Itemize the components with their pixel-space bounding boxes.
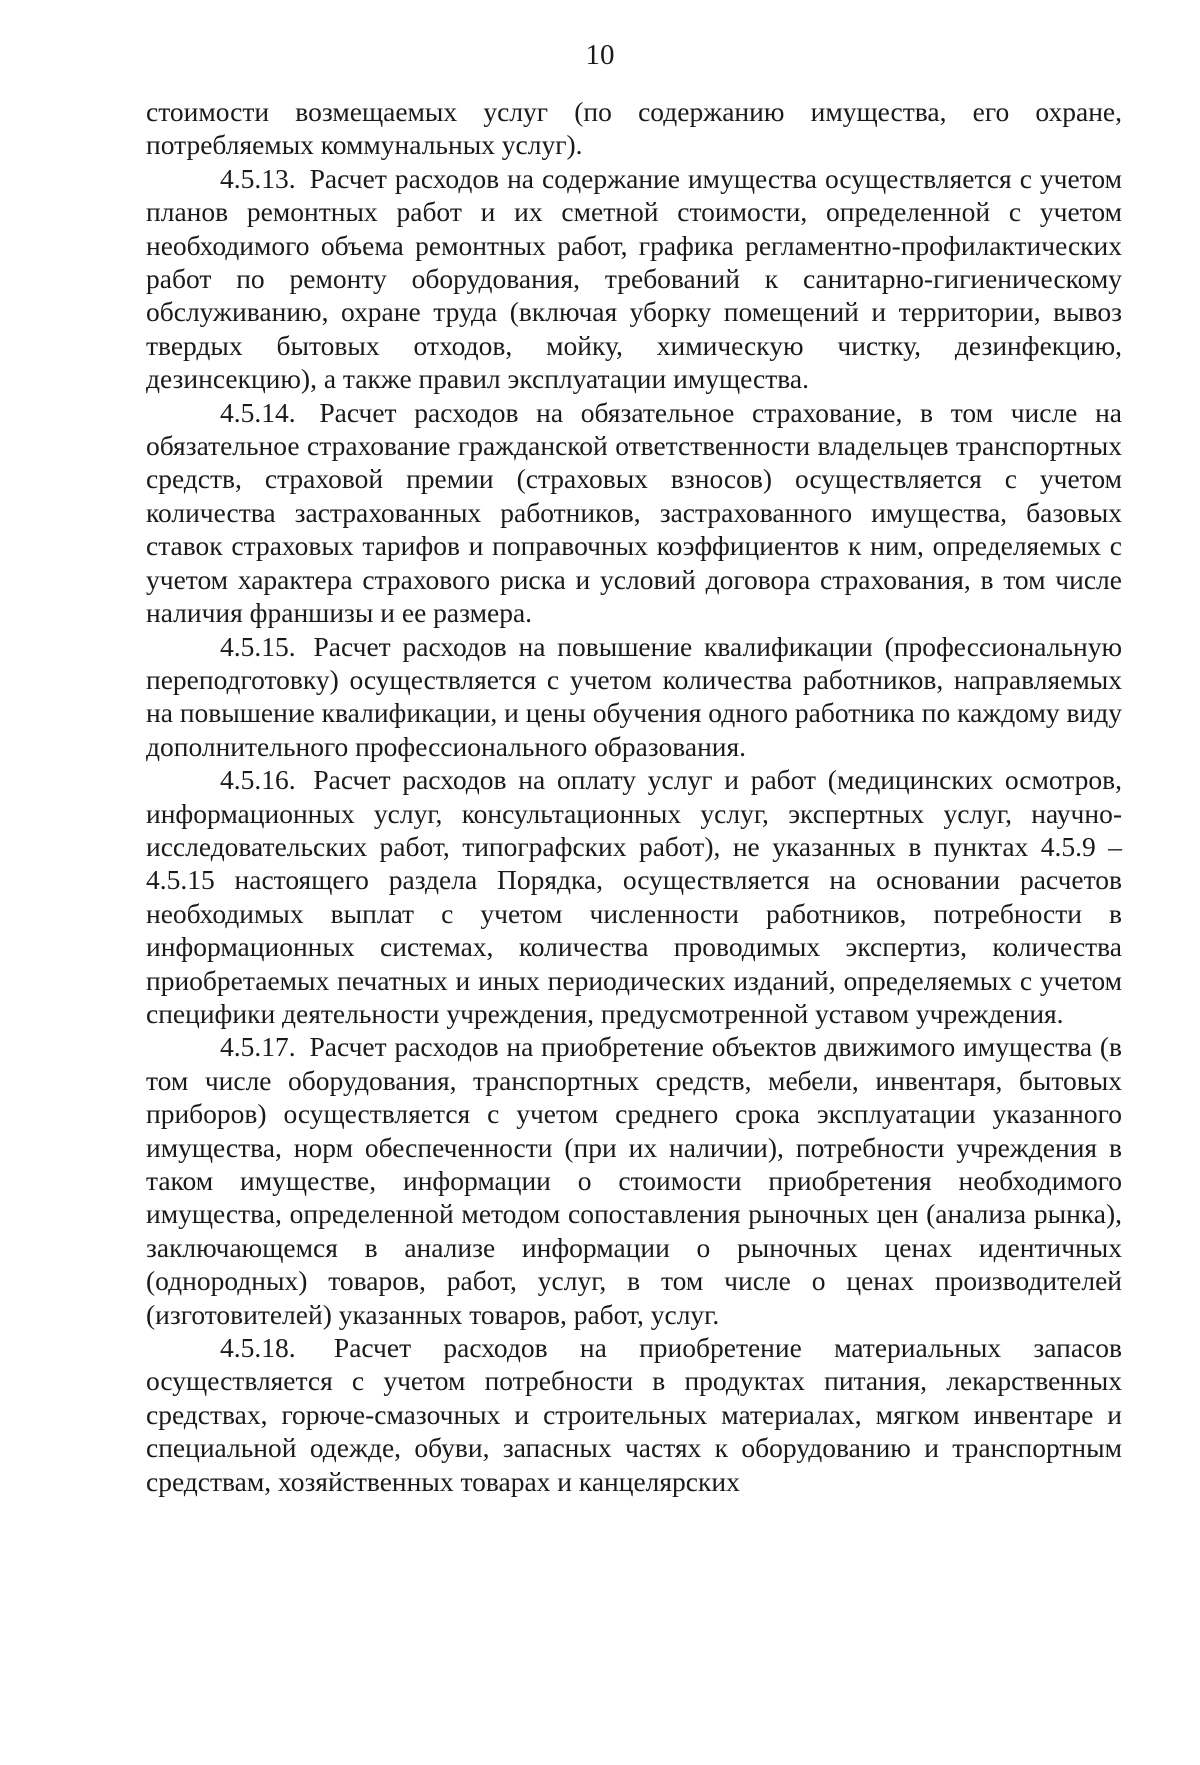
paragraph-4-5-14	[146, 396, 1122, 630]
paragraph-4-5-13	[146, 162, 1122, 396]
clause-number: 4.5.15.	[220, 630, 296, 662]
clause-number: 4.5.14.	[220, 396, 296, 428]
clause-number: 4.5.18.	[220, 1332, 296, 1364]
paragraph-text: Расчет расходов на обязательное страхование, в том числе на обязательное страхование гражданской ответственности владельцев транспортных средств, страховой премии (страховых взносов) осуществляется с учетом количества застрахованных работников, застрахованного имущества, базовых ставок страховых тарифов и поправочных коэффициентов к ним, определяемых с учетом характера страхового риска и условий договора страхования, в том числе наличия франшизы и ее размера.	[146, 396, 1122, 629]
clause-number: 4.5.17.	[220, 1031, 296, 1063]
paragraph-4-5-15	[146, 630, 1122, 764]
paragraph-4-5-18	[146, 1331, 1122, 1498]
paragraph-4-5-16	[146, 763, 1122, 1030]
paragraph-text: Расчет расходов на приобретение объектов движимого имущества (в том числе оборудования, транспортных средств, мебели, инвентаря, бытовых приборов) осуществляется с учетом среднего срока эксплуатации указанного имущества, норм обеспеченности (при их наличии), потребности учреждения в таком имуществе, информации о стоимости приобретения необходимого имущества, определенной методом сопоставления рыночных цен (анализа рынка), заключающемся в анализе информации о рыночных ценах идентичных (однородных) товаров, работ, услуг, в том числе о ценах производителей (изготовителей) указанных товаров, работ, услуг.	[146, 1031, 1123, 1330]
paragraph-text: Расчет расходов на повышение квалификации (профессиональную переподготовку) осуществляется с учетом количества работников, направляемых на повышение квалификации, и цены обучения одного работника по каждому виду дополнительного профессионального образования.	[146, 630, 1123, 762]
clause-number: 4.5.13.	[220, 162, 296, 194]
paragraph-continuation	[146, 95, 1122, 162]
page-number: 10	[585, 39, 615, 71]
paragraph-text: стоимости возмещаемых услуг (по содержанию имущества, его охране, потребляемых коммунальных услуг).	[146, 96, 1122, 161]
paragraph-4-5-17	[146, 1030, 1122, 1331]
clause-number: 4.5.16.	[220, 764, 296, 796]
paragraph-text: Расчет расходов на содержание имущества осуществляется с учетом планов ремонтных работ и их сметной стоимости, определенной с учетом необходимого объема ремонтных работ, графика регламентно-профилактических работ по ремонту оборудования, требований к санитарно-гигиеническому обслуживанию, охране труда (включая уборку помещений и территории, вывоз твердых бытовых отходов, мойку, химическую чистку, дезинфекцию, дезинсекцию), а также правил эксплуатации имущества.	[146, 162, 1122, 395]
document-body	[146, 95, 1122, 1498]
paragraph-text: Расчет расходов на приобретение материальных запасов осуществляется с учетом потребности в продуктах питания, лекарственных средствах, горюче-смазочных и строительных материалах, мягком инвентаре и специальной одежде, обуви, запасных частях к оборудованию и транспортным средствам, хозяйственных товарах и канцелярских	[146, 1332, 1122, 1497]
paragraph-text: Расчет расходов на оплату услуг и работ (медицинских осмотров, информационных услуг, консультационных услуг, экспертных услуг, научно-исследовательских работ, типографских работ), не указанных в пунктах 4.5.9 – 4.5.15 настоящего раздела Порядка, осуществляется на основании расчетов необходимых выплат с учетом численности работников, потребности в информационных системах, количества проводимых экспертиз, количества приобретаемых печатных и иных периодических изданий, определяемых с учетом специфики деятельности учреждения, предусмотренной уставом учреждения.	[146, 764, 1122, 1029]
